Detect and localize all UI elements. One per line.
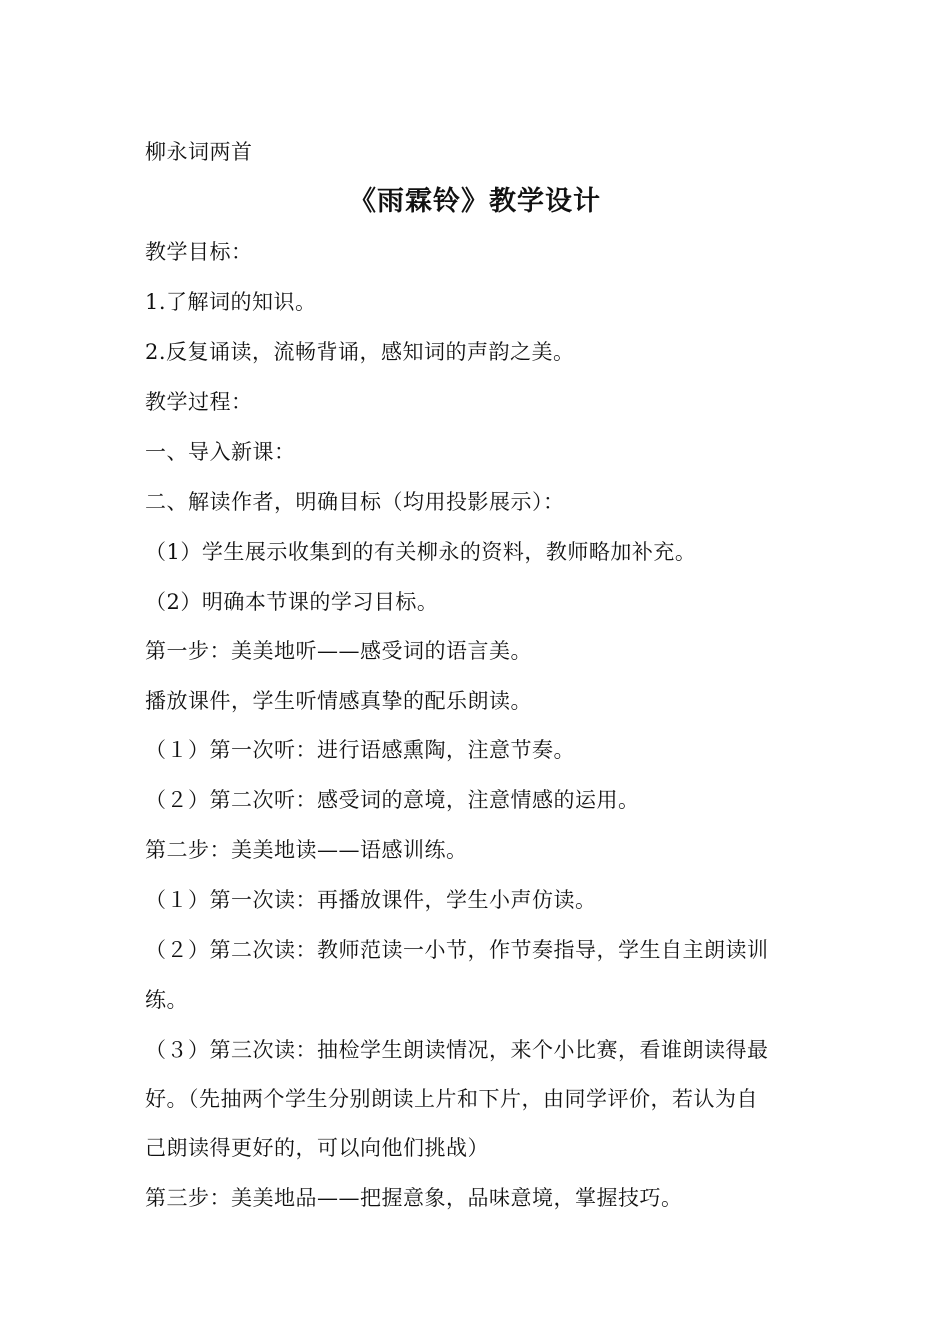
document-title: 《雨霖铃》教学设计: [349, 186, 601, 217]
step-1-item-1: （１）第一次听：进行语感熏陶，注意节奏。: [145, 738, 575, 762]
step-2-heading: 第二步：美美地读——语感训练。: [145, 838, 468, 862]
step-1-item-2: （２）第二次听：感受词的意境，注意情感的运用。: [145, 788, 640, 812]
step-2-item-3: （３）第三次读：抽检学生朗读情况，来个小比赛，看谁朗读得最: [145, 1038, 769, 1062]
step-2-item-3-cont-1: 好。（先抽两个学生分别朗读上片和下片，由同学评价，若认为自: [145, 1087, 758, 1111]
goal-item-2: 2.反复诵读，流畅背诵，感知词的声韵之美。: [145, 340, 575, 364]
section-author: 二、解读作者，明确目标（均用投影展示）：: [145, 490, 565, 514]
teaching-goals-label: 教学目标：: [145, 240, 253, 264]
step-3-heading: 第三步：美美地品——把握意象，品味意境，掌握技巧。: [145, 1186, 683, 1210]
author-item-1: （1）学生展示收集到的有关柳永的资料，教师略加补充。: [145, 540, 697, 564]
step-2-item-2: （２）第二次读：教师范读一小节，作节奏指导，学生自主朗读训: [145, 938, 769, 962]
document-heading: 柳永词两首: [145, 140, 253, 164]
step-2-item-2-cont: 练。: [145, 988, 188, 1012]
section-intro: 一、导入新课：: [145, 440, 296, 464]
step-1-heading: 第一步：美美地听——感受词的语言美。: [145, 639, 532, 663]
step-1-text: 播放课件，学生听情感真挚的配乐朗读。: [145, 689, 532, 713]
step-2-item-3-cont-2: 己朗读得更好的，可以向他们挑战）: [145, 1136, 489, 1160]
step-2-item-1: （１）第一次读：再播放课件，学生小声仿读。: [145, 888, 597, 912]
author-item-2: （2）明确本节课的学习目标。: [145, 590, 439, 614]
goal-item-1: 1.了解词的知识。: [145, 290, 317, 314]
teaching-process-label: 教学过程：: [145, 390, 253, 414]
